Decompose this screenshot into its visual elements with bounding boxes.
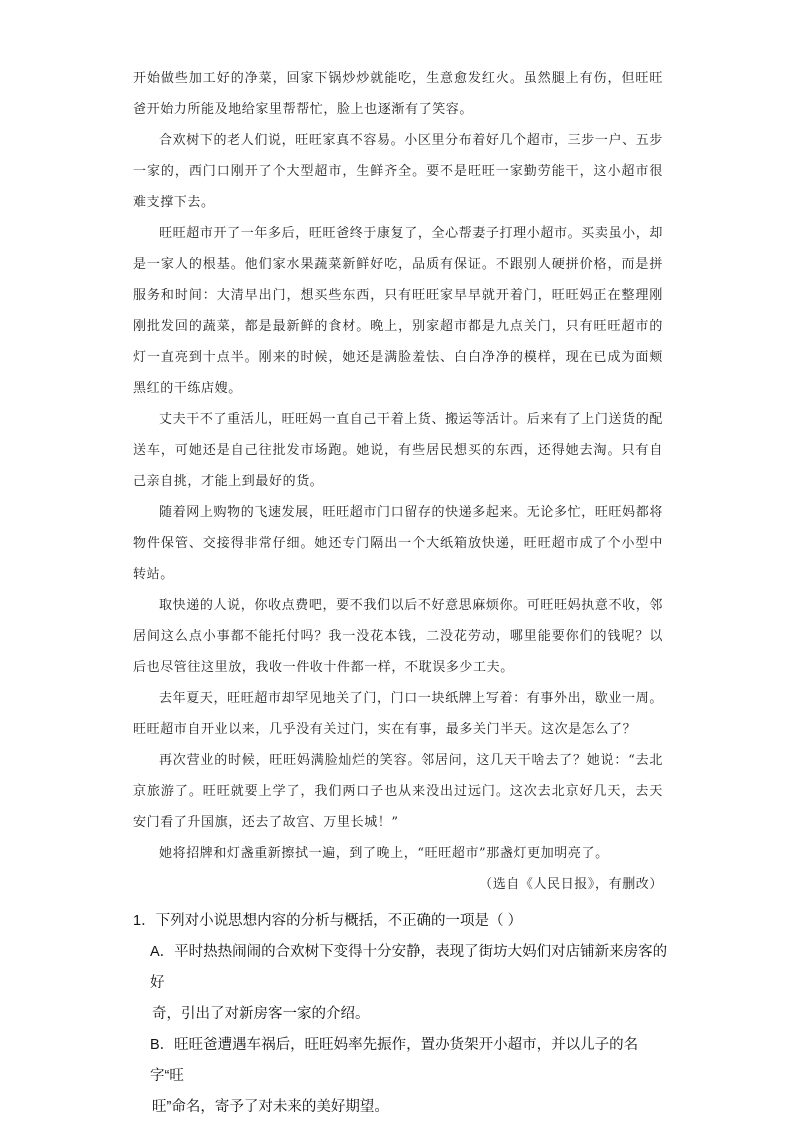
story-paragraph: 旺旺超市开了一年多后，旺旺爸终于康复了，全心帮妻子打理小超市。买卖虽小，却是一家人的根基。他们家水果蔬菜新鲜好吃，品质有保证。不跟别人硬拼价格，而是拼服务和时间：大清早出门，想买些东西，只有旺旺家早早就开着门，旺旺妈正在整理刚刚批发回的蔬菜，都是最新鲜的食材。晚上，别家超市都是九点关门，只有旺旺超市的灯一直亮到十点半。刚来的时候，她还是满脸羞怯、白白净净的模样，现在已成为面颊黑红的干练店嫂。 xyxy=(133,226,663,396)
answer-option-b[interactable] xyxy=(133,1030,668,1123)
story-paragraph: 丈夫干不了重活儿，旺旺妈一直自己干着上货、搬运等活计。后来有了上门送货的配送车，可她还是自己往批发市场跑。她说，有些居民想买的东西，还得她去淘。只有自己亲自挑，才能上到最好的货。 xyxy=(133,412,663,489)
answer-option-a[interactable] xyxy=(133,937,668,1030)
story-paragraph: 取快递的人说，你收点费吧，要不我们以后不好意思麻烦你。可旺旺妈执意不收，邻居间这么点小事都不能托付吗？我一没花本钱，二没花劳动，哪里能要你们的钱呢？以后也尽管往这里放，我收一件收十件都一样，不耽误多少工夫。 xyxy=(133,598,663,675)
story-paragraph: 她将招牌和灯盏重新擦拭一遍，到了晚上，“旺旺超市”那盏灯更加明亮了。 xyxy=(159,846,609,861)
story-paragraph: 再次营业的时候，旺旺妈满脸灿烂的笑容。邻居问，这几天干啥去了？她说：“去北京旅游了。旺旺就要上学了，我们两口子也从来没出过远门。这次去北京好几天，去天安门看了升国旗，还去了故宫、万里长城！” xyxy=(133,753,663,830)
story-paragraph: 去年夏天，旺旺超市却罕见地关了门，门口一块纸牌上写着：有事外出，歇业一周。旺旺超市自开业以来，几乎没有关过门，实在有事，最多关门半天。这次是怎么了？ xyxy=(133,691,663,737)
story-text xyxy=(133,63,663,900)
story-paragraph: 随着网上购物的飞速发展，旺旺超市门口留存的快递多起来。无论多忙，旺旺妈都将物件保管、交接得非常仔细。她还专门隔出一个大纸箱放快递，旺旺超市成了个小型中转站。 xyxy=(133,505,663,582)
option-a-line1: A．平时热热闹闹的合欢树下变得十分安静，表现了街坊大妈们对店铺新来房客的好 xyxy=(150,944,668,991)
question-stem: 1．下列对小说思想内容的分析与概括，不正确的一项是（ ） xyxy=(133,913,523,929)
question-block xyxy=(133,906,668,1123)
story-paragraph: 合欢树下的老人们说，旺旺家真不容易。小区里分布着好几个超市，三步一户、五步一家的，西门口刚开了个大型超市，生鲜齐全。要不是旺旺一家勤劳能干，这小超市很难支撑下去。 xyxy=(133,133,663,210)
story-paragraph: 开始做些加工好的净菜，回家下锅炒炒就能吃，生意愈发红火。虽然腿上有伤，但旺旺爸开始力所能及地给家里帮帮忙，脸上也逐渐有了笑容。 xyxy=(133,71,663,117)
option-a-line2: 奇，引出了对新房客一家的介绍。 xyxy=(152,1006,370,1022)
source-citation: （选自《人民日报》，有删改） xyxy=(479,877,663,892)
option-b-line2: 旺”命名，寄予了对未来的美好期望。 xyxy=(152,1099,389,1115)
option-b-line1: B．旺旺爸遭遇车祸后，旺旺妈率先振作，置办货架开小超市，并以儿子的名字“旺 xyxy=(150,1037,639,1084)
